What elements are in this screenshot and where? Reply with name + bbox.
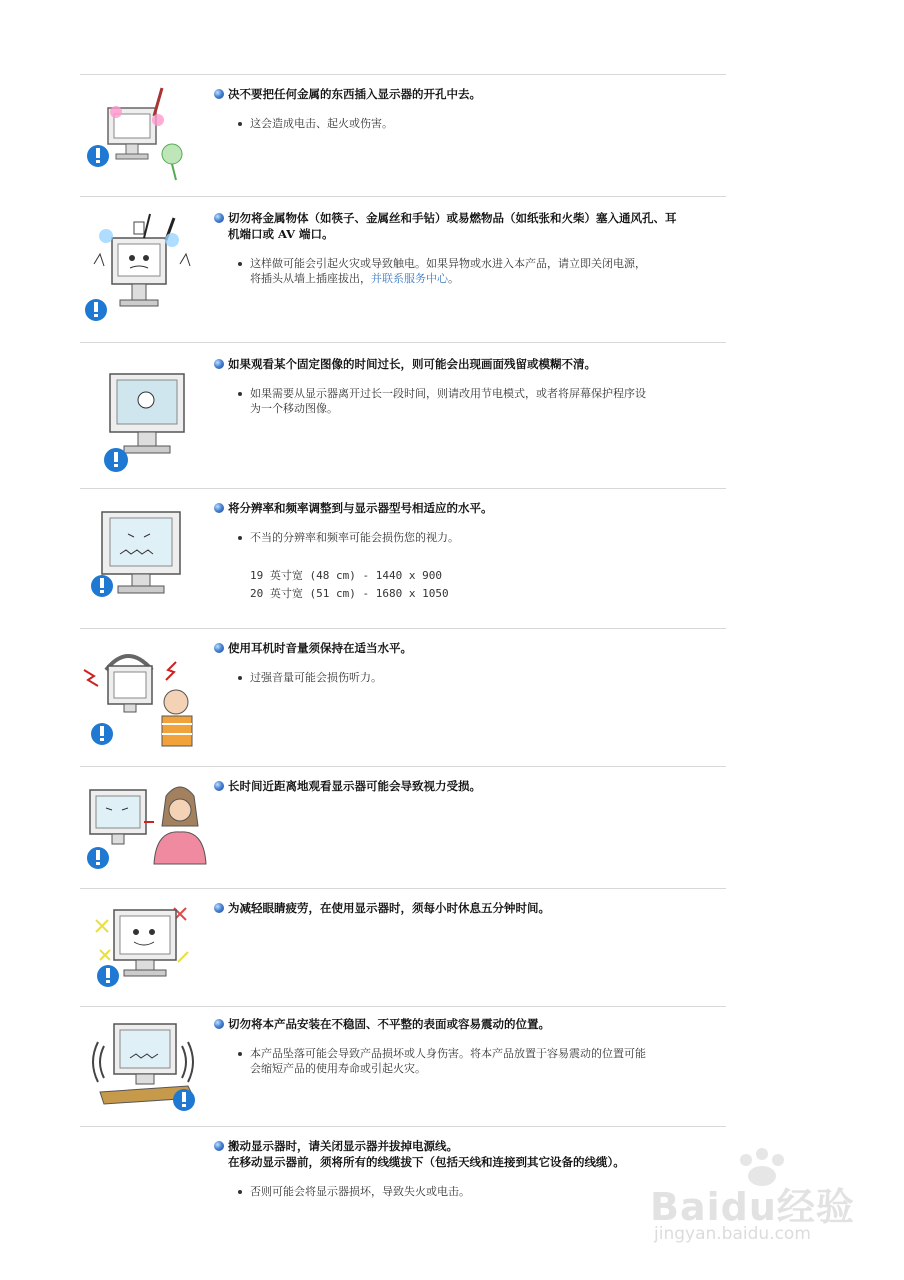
safety-section-5	[80, 640, 726, 762]
section-divider	[80, 74, 726, 75]
list-item	[236, 670, 724, 685]
section-divider	[80, 342, 726, 343]
bullet-dot-icon	[238, 262, 242, 266]
heading-text: 搬动显示器时，请关闭显示器并拔掉电源线。	[228, 1139, 458, 1153]
bullet-dot-icon	[238, 392, 242, 396]
item-text-line2: 为一个移动图像。	[250, 402, 338, 415]
safety-section-7	[80, 900, 726, 1002]
illustration-eye-rest	[80, 900, 210, 996]
baidu-jingyan-watermark	[640, 1148, 870, 1248]
list-item	[236, 1046, 724, 1076]
safety-section-6	[80, 778, 726, 882]
watermark-brand-2: du	[720, 1185, 777, 1229]
blue-bullet-icon	[214, 359, 224, 369]
item-text: 如果需要从显示器离开过长一段时间，则请改用节电模式，或者将屏幕保护程序设	[250, 387, 646, 400]
section-heading	[214, 640, 724, 656]
heading-text-line2: 在移动显示器前，须将所有的线缆拔下（包括天线和连接到其它设备的线缆）。	[228, 1155, 625, 1169]
watermark-brand: Bai	[650, 1185, 721, 1229]
list-item	[236, 530, 724, 545]
illustration-metal-insertion	[80, 86, 210, 190]
item-text: 不当的分辨率和频率可能会损伤您的视力。	[250, 531, 459, 544]
section-heading	[214, 778, 724, 794]
heading-text: 为减轻眼睛疲劳，在使用显示器时，须每小时休息五分钟时间。	[228, 901, 550, 915]
safety-section-4	[80, 500, 726, 624]
safety-section-3	[80, 356, 726, 484]
heading-text: 使用耳机时音量须保持在适当水平。	[228, 641, 412, 655]
service-center-link[interactable]: 并联系服务中心	[371, 272, 448, 285]
safety-section-8	[80, 1016, 726, 1120]
section-divider	[80, 888, 726, 889]
section-heading	[214, 500, 724, 516]
item-text-end: 。	[448, 272, 459, 285]
section-heading	[214, 900, 724, 916]
spec-19-inch: 19 英寸宽 (48 cm) - 1440 x 900	[250, 569, 442, 582]
blue-bullet-icon	[214, 1019, 224, 1029]
blue-bullet-icon	[214, 903, 224, 913]
bullet-dot-icon	[238, 1190, 242, 1194]
safety-section-9	[80, 1138, 726, 1218]
list-item	[236, 116, 724, 131]
illustration-resolution	[80, 500, 210, 608]
heading-text: 切勿将金属物体（如筷子、金属丝和手钻）或易燃物品（如纸张和火柴）塞入通风孔、耳	[228, 211, 677, 225]
watermark-brand-cn: 经验	[776, 1185, 855, 1229]
illustration-static-image	[80, 356, 210, 482]
heading-text: 将分辨率和频率调整到与显示器型号相适应的水平。	[228, 501, 493, 515]
item-text: 过强音量可能会损伤听力。	[250, 671, 382, 684]
item-text: 这样做可能会引起火灾或导致触电。如果异物或水进入本产品，请立即关闭电源，	[250, 257, 646, 270]
section-heading	[214, 356, 724, 372]
bullet-dot-icon	[238, 676, 242, 680]
bullet-dot-icon	[238, 122, 242, 126]
bullet-dot-icon	[238, 1052, 242, 1056]
blue-bullet-icon	[214, 503, 224, 513]
list-item	[236, 386, 724, 416]
heading-text: 长时间近距离地观看显示器可能会导致视力受损。	[228, 779, 481, 793]
heading-text: 如果观看某个固定图像的时间过长，则可能会出现画面残留或模糊不清。	[228, 357, 596, 371]
blue-bullet-icon	[214, 781, 224, 791]
heading-text-line2: 机端口或 AV 端口。	[228, 227, 334, 241]
illustration-ventilation-objects	[80, 210, 210, 332]
section-heading	[214, 210, 724, 242]
section-divider	[80, 766, 726, 767]
blue-bullet-icon	[214, 213, 224, 223]
section-divider	[80, 1126, 726, 1127]
section-divider	[80, 1006, 726, 1007]
watermark-url: jingyan.baidu.com	[654, 1224, 811, 1244]
item-text-line2: 将插头从墙上插座拔出，	[250, 272, 371, 285]
watermark-logo-text	[650, 1176, 855, 1231]
heading-text: 决不要把任何金属的东西插入显示器的开孔中去。	[228, 87, 481, 101]
safety-section-2	[80, 210, 726, 336]
safety-section-1	[80, 86, 726, 190]
item-text: 否则可能会将显示器损坏，导致失火或电击。	[250, 1185, 470, 1198]
section-heading	[214, 1016, 724, 1032]
illustration-close-viewing	[80, 778, 210, 878]
bullet-dot-icon	[238, 536, 242, 540]
illustration-unstable-surface	[80, 1016, 210, 1120]
section-divider	[80, 488, 726, 489]
spec-20-inch: 20 英寸宽 (51 cm) - 1680 x 1050	[250, 587, 449, 600]
blue-bullet-icon	[214, 643, 224, 653]
section-heading	[214, 86, 724, 102]
item-text: 本产品坠落可能会导致产品损坏或人身伤害。将本产品放置于容易震动的位置可能	[250, 1047, 646, 1060]
list-item	[236, 256, 724, 286]
section-divider	[80, 196, 726, 197]
blue-bullet-icon	[214, 1141, 224, 1151]
item-text: 这会造成电击、起火或伤害。	[250, 117, 393, 130]
illustration-headphones-volume	[80, 640, 210, 756]
blue-bullet-icon	[214, 89, 224, 99]
item-text-line2: 会缩短产品的使用寿命或引起火灾。	[250, 1062, 426, 1075]
heading-text: 切勿将本产品安装在不稳固、不平整的表面或容易震动的位置。	[228, 1017, 550, 1031]
section-divider	[80, 628, 726, 629]
